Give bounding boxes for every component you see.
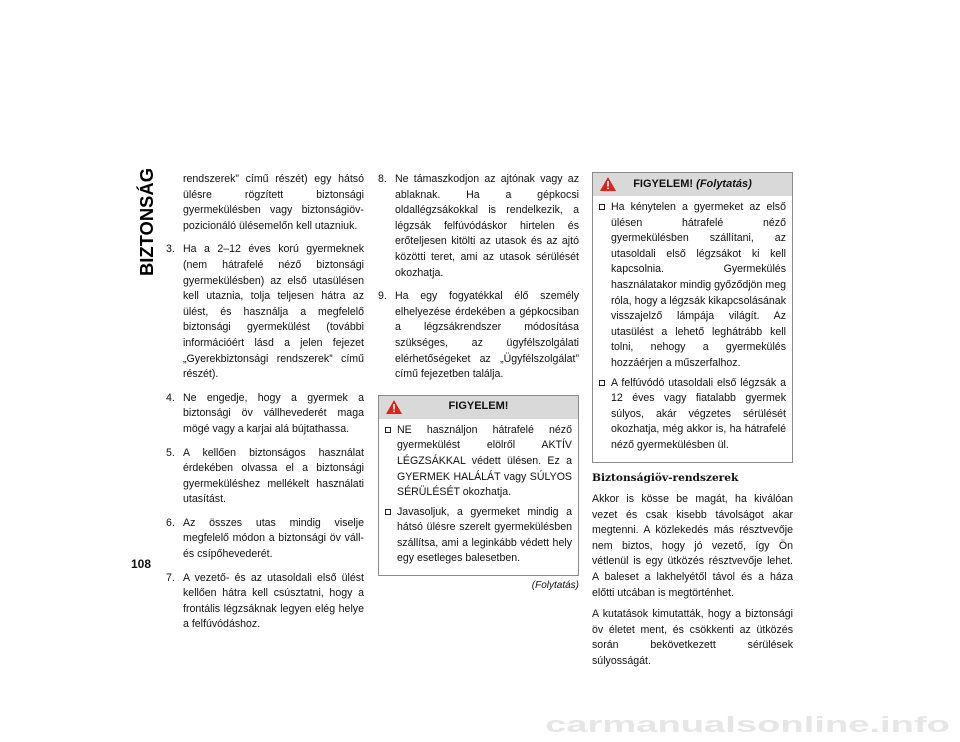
list-item-number: 4. [166,391,175,404]
list-item-number: 8. [378,173,387,185]
list-item-text: Ne támaszkodjon az ajtónak vagy az ablaknak. Ha a gépkocsi oldallégzsákokkal is rendelkezik, a légzsák felfúvódáskor hirtelen és erőteljesen kitölti az utasok és az ajtó közötti teret, ami az utasok sérülését okozhatja. [395,173,579,279]
body-paragraph: A kutatások kimutatták, hogy a biztonsági öv életet ment, és csökkenti az ütközés során bekövetkezett sérülések súlyosságát. [592,608,793,668]
page-number: 108 [131,557,152,571]
warning-bullet [599,376,786,454]
list-item-text: Ha egy fogyatékkal élő személy elhelyezése érdekében a gépkocsiban a légzsákrendszer módosítása szükséges, az ügyfélszolgálati elérhetőségeket az „Ügyfélszolgálat” című fejezetben találja. [395,290,579,381]
square-bullet-icon [385,509,391,515]
column-2 [378,172,579,594]
list-item-text: A vezető- és az utasoldali első ülést kellően hátra kell csúsztatni, hogy a frontális légzsáknak legyen elég helye a felfúvódáshoz. [183,571,364,631]
list-item-text: Ne engedje, hogy a gyermek a biztonsági öv vállhevederét maga mögé vagy a karjai alá bújtathassa. [183,391,364,435]
square-bullet-icon [385,427,391,433]
section-side-label-text: BIZTONSÁG [137,170,157,276]
section-side-label [136,168,158,276]
warning-bullet-text: Javasoljuk, a gyermeket mindig a hátsó ülésre szerelt gyermekülésben szállítsa, ami a leginkább védett hely egy esetleges balesetben. [397,505,572,565]
watermark-text: carmanualsonline.info [545,712,950,736]
warning-bullet [385,423,572,501]
list-item [166,516,364,563]
list-item [378,289,579,383]
warning-bullet [385,505,572,567]
continued-note: (Folytatás) [531,580,579,592]
column-1 [166,172,364,641]
list-item-number: 3. [166,243,175,256]
warning-title: FIGYELEM! [448,400,509,413]
column-3 [592,172,793,676]
warning-triangle-icon [385,399,403,421]
warning-bullet-text: Ha kénytelen a gyermeket az első ülésen hátrafelé néző gyermekülésben szállítani, az utasoldali első légzsákot ki kell kapcsolnia. Gyermekülés használatakor mindig győződjön meg róla, hogy a légzsák kikapcsolásának visszajelző lámpája világít. Az utasülést a lehető leghátrább kell tolni, nehogy a gyermekülés hozzáérjen a műszerfalhoz. [611,201,786,369]
list-item [166,242,364,382]
list-item-text: Az összes utas mindig viselje megfelelő módon a biztonsági öv váll- és csípőhevederét. [183,516,364,561]
list-item [166,391,364,438]
list-item-text: A kellően biztonságos használat érdekében olvassa el a biztonsági gyermeküléshez mellékelt használati utasítást. [183,446,364,506]
list-item-number: 9. [378,290,387,303]
list-item [166,446,364,508]
warning-body [593,196,792,462]
body-paragraph: Akkor is kösse be magát, ha kiválóan vezet és csak kisebb távolságot akar megtenni. A közlekedés más résztvevője nem biztos, hogy jó vezető, így Ön vétlenül is egy ütközés résztvevője lehet. A baleset a lakhelyétől távol és a háza előtti utcában is megtörténhet. [592,493,793,599]
warning-bullet-text: NE használjon hátrafelé néző gyermekülést elölről AKTÍV LÉGZSÁKKAL védett ülésen. Ez a GYERMEK HALÁLÁT vagy SÚLYOS SÉRÜLÉSÉT okozhatja. [397,423,572,499]
warning-triangle-icon [599,176,617,198]
list-item-number: 6. [166,516,175,529]
square-bullet-icon [599,204,605,210]
warning-body [379,419,578,575]
warning-header [593,173,792,196]
square-bullet-icon [599,380,605,386]
warning-header [379,396,578,419]
watermark [545,712,955,736]
warning-title: FIGYELEM! [633,177,694,190]
list-item [378,172,579,281]
col1-intro: rendszerek” című részét) egy hátsó ülésre rögzített biztonsági gyermekülésben vagy biztonságiöv-pozicionáló ülésemelőn kell utazniuk. [183,173,364,232]
warning-box [378,395,579,576]
list-item-number: 7. [166,571,175,584]
warning-bullet-text: A felfúvódó utasoldali első légzsák a 12 éves vagy fiatalabb gyermek súlyos, akár végzetes sérülését okozhatja, még akkor is, ha hátrafelé néző gyermekülésben ül. [611,376,786,451]
warning-title-suffix: (Folytatás) [696,177,752,190]
list-item [166,571,364,633]
warning-box-continued [592,172,793,463]
list-item-text: Ha a 2–12 éves korú gyermeknek (nem hátrafelé néző biztonsági gyermekülésben) az első utasülésen kell utaznia, tolja teljesen hátra az ülést, és használja a megfelelő biztonsági gyermekülést (további információért lásd a jelen fejezet „Gyerekbiztonsági rendszerek” című részét). [183,243,364,381]
section-title: Biztonságiöv-rendszerek [592,471,739,484]
warning-bullet [599,200,786,372]
list-item-number: 5. [166,446,175,459]
